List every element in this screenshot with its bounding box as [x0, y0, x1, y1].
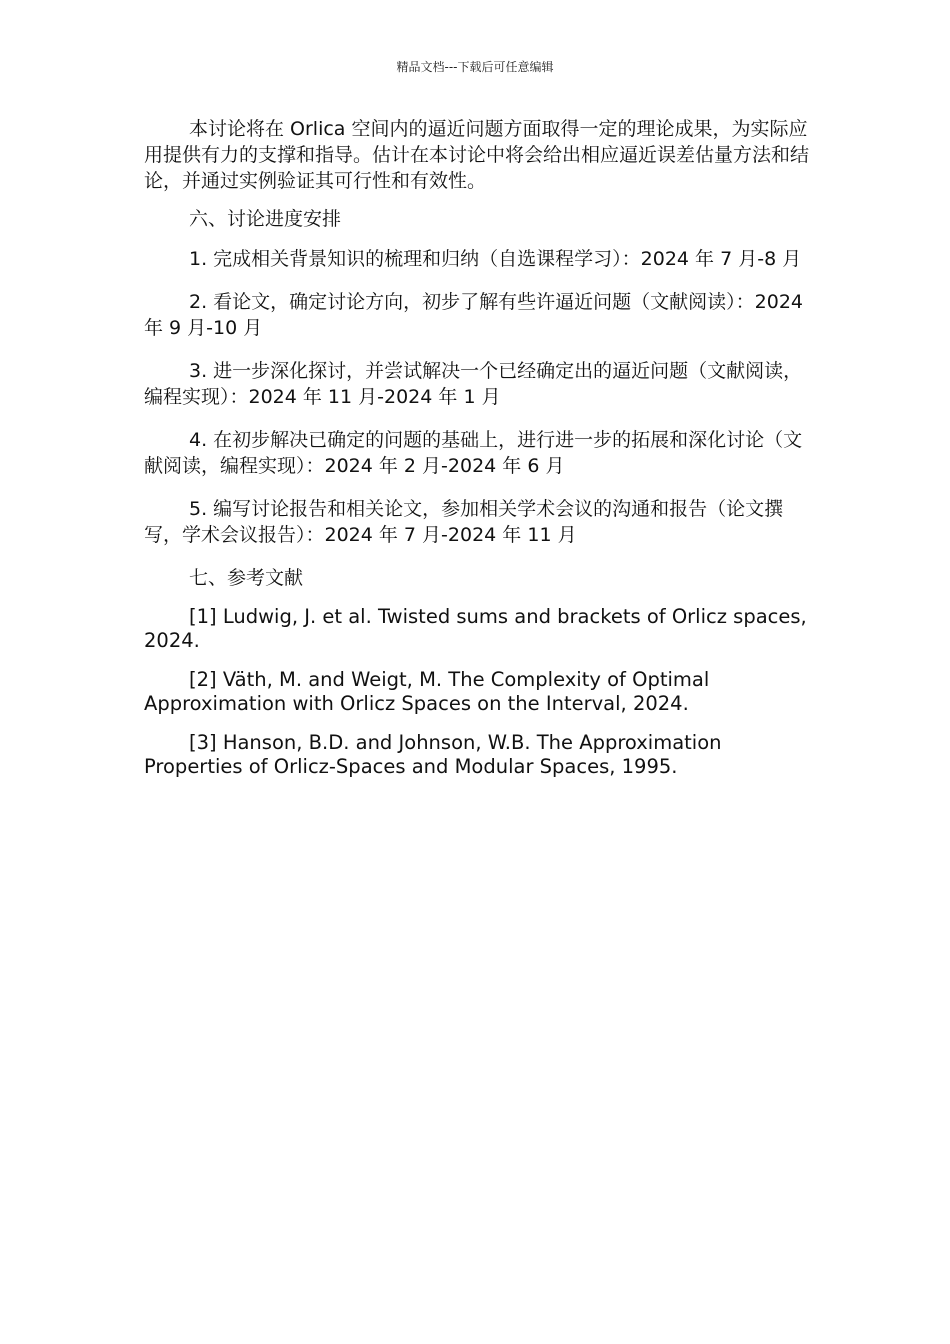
page-header: 精品文档---下载后可任意编辑	[396, 60, 554, 74]
references-heading: 七、参考文献	[189, 567, 304, 589]
schedule-item-4: 4. 在初步解决已确定的问题的基础上，进行进一步的拓展和深化讨论（文献阅读，编程实现）：2024 年 2 月-2024 年 6 月	[144, 429, 803, 477]
reference-item-3: [3] Hanson, B.D. and Johnson, W.B. The Approximation Properties of Orlicz-Spaces and Modular Spaces, 1995.	[144, 731, 722, 778]
document-body	[144, 116, 809, 794]
reference-item-2: [2] Väth, M. and Weigt, M. The Complexity of Optimal Approximation with Orlicz Spaces on the Interval, 2024.	[144, 668, 710, 715]
schedule-item-2: 2. 看论文，确定讨论方向，初步了解有些许逼近问题（文献阅读）：2024 年 9 月-10 月	[144, 291, 804, 339]
schedule-item-1: 1. 完成相关背景知识的梳理和归纳（自选课程学习）：2024 年 7 月-8 月	[189, 248, 802, 270]
intro-paragraph: 本讨论将在 Orlica 空间内的逼近问题方面取得一定的理论成果，为实际应用提供有力的支撑和指导。估计在本讨论中将会给出相应逼近误差估量方法和结论，并通过实例验证其可行性和有效性。	[144, 118, 810, 192]
schedule-item-5: 5. 编写讨论报告和相关论文，参加相关学术会议的沟通和报告（论文撰写，学术会议报告）：2024 年 7 月-2024 年 11 月	[144, 498, 784, 546]
schedule-item-3: 3. 进一步深化探讨，并尝试解决一个已经确定出的逼近问题（文献阅读，编程实现）：2024 年 11 月-2024 年 1 月	[144, 360, 803, 408]
reference-item-1: [1] Ludwig, J. et al. Twisted sums and brackets of Orlicz spaces, 2024.	[144, 605, 807, 652]
schedule-heading: 六、讨论进度安排	[189, 208, 342, 230]
